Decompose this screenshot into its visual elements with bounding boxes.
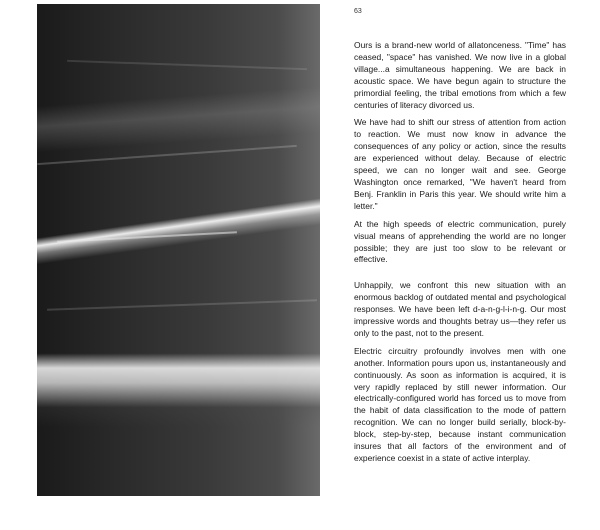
light-streak [47,299,317,310]
paragraph-2: We have had to shift our stress of attention from action to reaction. We must now know in advance the consequences of any policy or action, since the results are experienced without delay. Because of electric speed, we can no longer wait and see. George Washington once remarked, "We haven't heard from Benj. Franklin in Paris this year. We should write him a letter." [354,117,566,211]
paragraph-5: Electric circuitry profoundly involves men with one another. Information pours upon us, instantaneously and continuously. As soon as information is acquired, it is very rapidly replaced by still newer information. Our electrically-configured world has forced us to move from the habit of data classification to the mode of pattern recognition. We can no longer build serially, block-by-block, step-by-step, because instant communication insures that all factors of the environment and of experience coexist in a state of active interplay. [354,345,566,463]
light-streak [67,60,307,70]
light-streak [57,231,237,242]
paragraph-3: At the high speeds of electric communication, purely visual means of apprehending the world are no longer possible; they are just too slow to be relevant or effective. [354,218,566,265]
light-streak [37,145,297,165]
paragraph-1: Ours is a brand-new world of allatonceness. "Time" has ceased, "space" has vanished. We now live in a global village...a simultaneous happening. We are back in acoustic space. We have begun again to structure the primordial feeling, the tribal emotions from which a few centuries of literacy divorced us. [354,40,566,110]
page-number: 63 [354,8,362,15]
blurred-photograph [37,4,320,496]
paragraph-4: Unhappily, we confront this new situation with an enormous backlog of outdated mental and psychological responses. We have been left d-a-n-g-l-i-n-g. Our most impressive words and thoughts betray us—they refer us only to the past, not to the present. [354,280,566,338]
text-column [354,40,566,471]
